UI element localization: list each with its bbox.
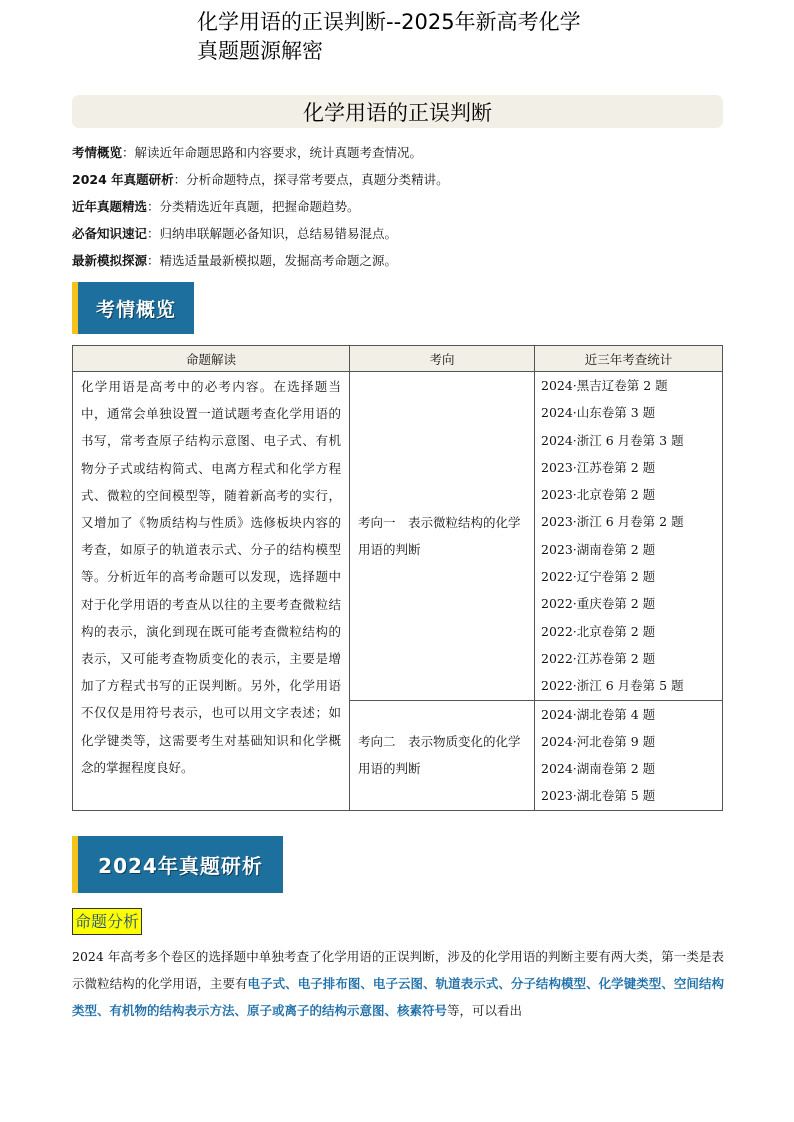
stat-item: 2024·湖南卷第 2 题 xyxy=(541,761,656,777)
stat-item: 2024·河北卷第 9 题 xyxy=(541,733,656,749)
intro-text: ：解读近年命题思路和内容要求，统计真题考查情况。 xyxy=(122,145,423,160)
stat-item: 2023·北京卷第 2 题 xyxy=(541,487,656,503)
stat-item: 2022·北京卷第 2 题 xyxy=(541,623,656,639)
intro-label: 必备知识速记 xyxy=(72,226,148,241)
intro-list xyxy=(72,143,732,278)
intro-label: 最新模拟探源 xyxy=(72,253,148,268)
interpretation-cell: 化学用语是高考中的必考内容。在选择题当中，通常会单独设置一道试题考查化学用语的书写，常考查原子结构示意图、电子式、有机物分子式或结构简式、电离方程式和化学方程式、微粒的空间模型等，随着新高考的实行，又增加了《物质结构与性质》选修板块内容的考查，如原子的轨道表示式、分子的结构模型等。分析近年的高考命题可以发现，选择题中对于化学用语的考查从以往的主要考查微粒结构的表示，演化到现在既可能考查微粒结构的表示，又可能考查物质变化的表示，主要是增加了方程式书写的正误判断。另外，化学用语不仅仅是用符号表示，也可以用文字表述；如化学键类等，这需要考生对基础知识和化学概念的掌握程度良好。 xyxy=(73,372,350,811)
stat-item: 2024·山东卷第 3 题 xyxy=(541,405,656,421)
direction-cell: 考向一 表示微粒结构的化学用语的判断 xyxy=(350,372,535,701)
stat-item: 2024·黑吉辽卷第 2 题 xyxy=(541,378,668,393)
stat-item: 2022·重庆卷第 2 题 xyxy=(541,596,656,612)
column-header: 近三年考查统计 xyxy=(535,346,723,372)
section-heading-overview: 考情概览 xyxy=(72,282,194,334)
intro-label: 近年真题精选 xyxy=(72,199,148,214)
intro-text: ：归纳串联解题必备知识，总结易错易混点。 xyxy=(147,226,398,241)
analysis-text: 等，可以看出 xyxy=(447,1003,523,1018)
analysis-highlight: 电子式、电子排布图、电子云图、轨道表示式、分子结构模型、化学键类型、空间结构类型、有机物的结构表示方法、原子或离子的结构示意图、核素符号 xyxy=(72,976,724,1018)
table-header-row xyxy=(73,346,723,372)
column-header: 命题解读 xyxy=(73,346,350,372)
analysis-tag: 命题分析 xyxy=(72,908,142,935)
stat-item: 2023·浙江 6 月卷第 2 题 xyxy=(541,514,684,530)
stat-item: 2023·湖北卷第 5 题 xyxy=(541,788,656,804)
exam-stats-table xyxy=(72,345,723,811)
intro-item xyxy=(72,170,732,197)
title-line-1: 化学用语的正误判断--2025年新高考化学 xyxy=(197,10,581,34)
stat-item: 2024·浙江 6 月卷第 3 题 xyxy=(541,432,684,448)
stat-item: 2022·浙江 6 月卷第 5 题 xyxy=(541,678,684,694)
stat-item: 2024·湖北卷第 4 题 xyxy=(541,706,656,722)
intro-text: ：精选适量最新模拟题，发掘高考命题之源。 xyxy=(147,253,398,268)
analysis-text: 2024 年高考多个卷区的选择题中单独考查了化学用语的正误判断，涉及的化学用语的判断主要有两大类，第一类是表示微粒结构的化学用语，主要有 xyxy=(72,949,724,991)
stat-item: 2022·江苏卷第 2 题 xyxy=(541,650,656,666)
intro-item xyxy=(72,224,732,251)
stats-cell xyxy=(535,372,723,701)
intro-text: ：分类精选近年真题，把握命题趋势。 xyxy=(147,199,360,214)
intro-label: 2024 年真题研析 xyxy=(72,172,174,187)
intro-item xyxy=(72,197,732,224)
stat-item: 2023·湖南卷第 2 题 xyxy=(541,541,656,557)
stat-item: 2023·江苏卷第 2 题 xyxy=(541,459,656,475)
intro-text: ：分析命题特点，探寻常考要点，真题分类精讲。 xyxy=(173,172,449,187)
intro-label: 考情概览 xyxy=(72,145,123,160)
title-line-2: 真题题源解密 xyxy=(197,39,323,63)
document-title xyxy=(197,8,657,66)
topic-banner: 化学用语的正误判断 xyxy=(72,95,723,128)
stats-cell xyxy=(535,700,723,810)
analysis-paragraph xyxy=(72,943,724,1024)
direction-cell: 考向二 表示物质变化的化学用语的判断 xyxy=(350,700,535,810)
intro-item xyxy=(72,143,732,170)
table-row xyxy=(73,372,723,701)
stat-item: 2022·辽宁卷第 2 题 xyxy=(541,569,656,585)
intro-item xyxy=(72,251,732,278)
column-header: 考向 xyxy=(350,346,535,372)
section-heading-2024-analysis: 2024年真题研析 xyxy=(72,836,283,893)
